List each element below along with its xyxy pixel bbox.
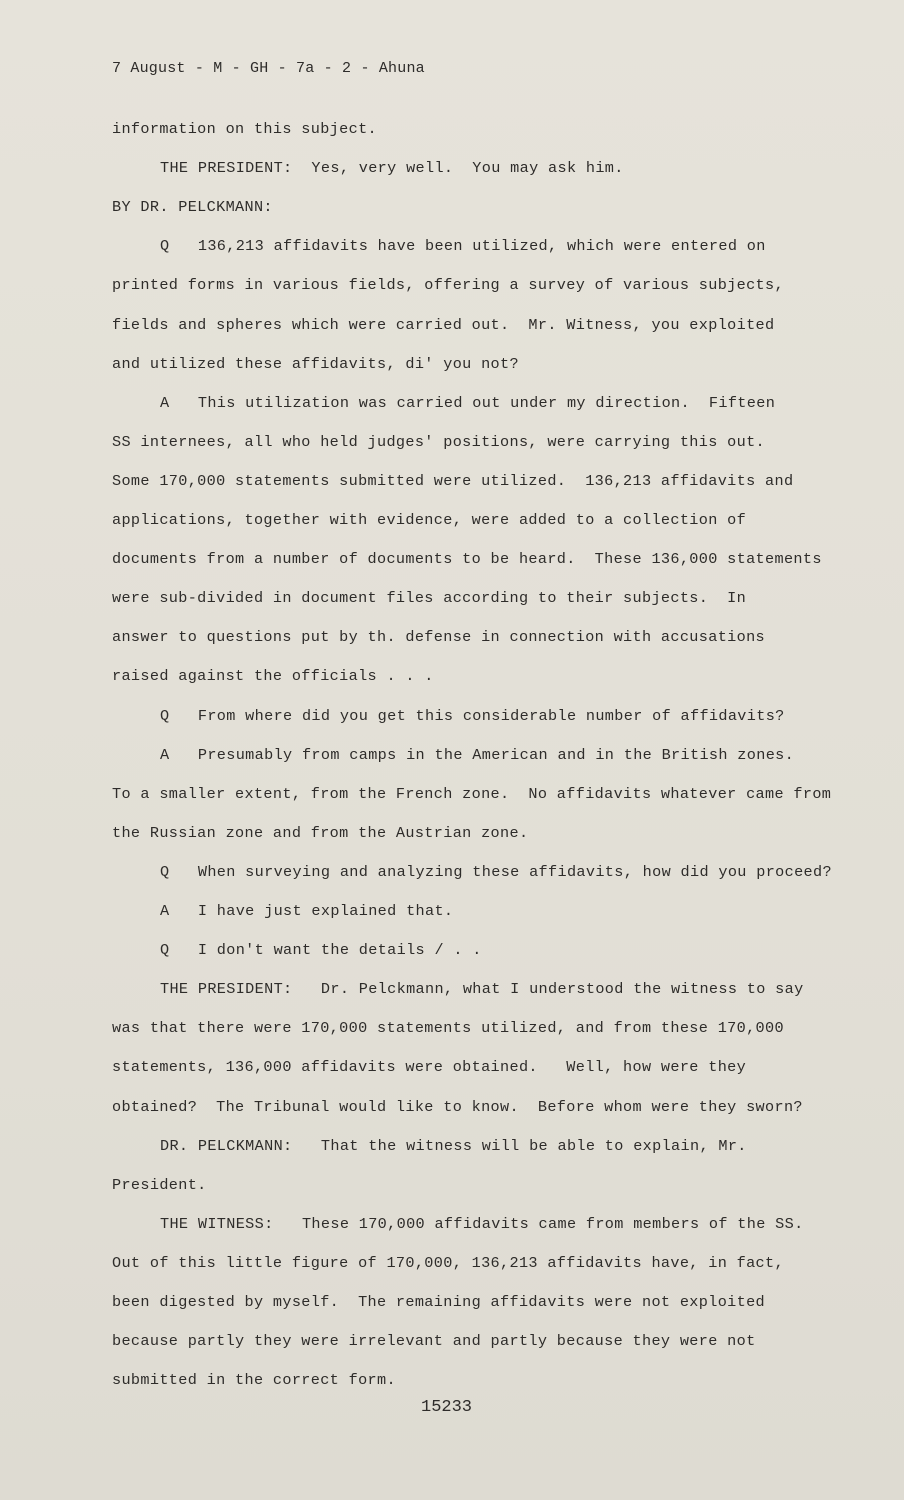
transcript-line: documents from a number of documents to be heard. These 136,000 statements [112,550,822,569]
transcript-line: To a smaller extent, from the French zone. No affidavits whatever came from [112,784,832,803]
transcript-line: submitted in the correct form. [112,1371,396,1390]
transcript-line: A Presumably from camps in the American and in the British zones. [160,745,795,764]
transcript-line: DR. PELCKMANN: That the witness will be able to explain, Mr. [160,1136,747,1155]
transcript-line: BY DR. PELCKMANN: [112,198,273,217]
transcript-line: applications, together with evidence, were added to a collection of [112,511,747,529]
transcript-line: answer to questions put by th. defense in connection with accusations [112,628,766,647]
transcript-line: Q From where did you get this considerable number of affidavits? [160,706,785,725]
transcript-line: statements, 136,000 affidavits were obtained. Well, how were they [112,1058,747,1077]
transcript-line: and utilized these affidavits, di' you not? [112,354,519,373]
page-number: 15233 [421,1398,473,1417]
page-header: 7 August - M - GH - 7a - 2 - Ahuna [112,60,425,77]
transcript-line: SS internees, all who held judges' positions, were carrying this out. [112,432,766,451]
transcript-line: A This utilization was carried out under my direction. Fifteen [160,393,776,412]
transcript-line: Out of this little figure of 170,000, 136,213 affidavits have, in fact, [112,1253,784,1272]
transcript-line: printed forms in various fields, offering a survey of various subjects, [112,276,784,295]
transcript-line: was that there were 170,000 statements utilized, and from these 170,000 [112,1019,784,1038]
transcript-line: A I have just explained that. [160,902,454,920]
transcript-line: fields and spheres which were carried out. Mr. Witness, you exploited [112,315,775,334]
transcript-line: President. [112,1175,207,1194]
transcript-line: THE PRESIDENT: Yes, very well. You may ask him. [160,159,624,178]
transcript-line: obtained? The Tribunal would like to know. Before whom were they sworn? [112,1097,803,1116]
transcript-line: information on this subject. [112,120,377,138]
transcript-line: THE PRESIDENT: Dr. Pelckmann, what I understood the witness to say [160,980,804,999]
transcript-line: Q I don't want the details / . . [160,941,482,960]
transcript-line: Q When surveying and analyzing these affidavits, how did you proceed? [160,862,832,881]
transcript-line: Some 170,000 statements submitted were utilized. 136,213 affidavits and [112,471,794,490]
transcript-line: raised against the officials . . . [112,667,434,686]
transcript-line: THE WITNESS: These 170,000 affidavits came from members of the SS. [160,1214,804,1233]
transcript-line: Q 136,213 affidavits have been utilized, which were entered on [160,237,766,256]
transcript-line: were sub-divided in document files according to their subjects. In [112,589,747,608]
transcript-line: because partly they were irrelevant and partly because they were not [112,1332,756,1351]
transcript-line: the Russian zone and from the Austrian zone. [112,823,529,842]
transcript-line: been digested by myself. The remaining affidavits were not exploited [112,1293,766,1311]
